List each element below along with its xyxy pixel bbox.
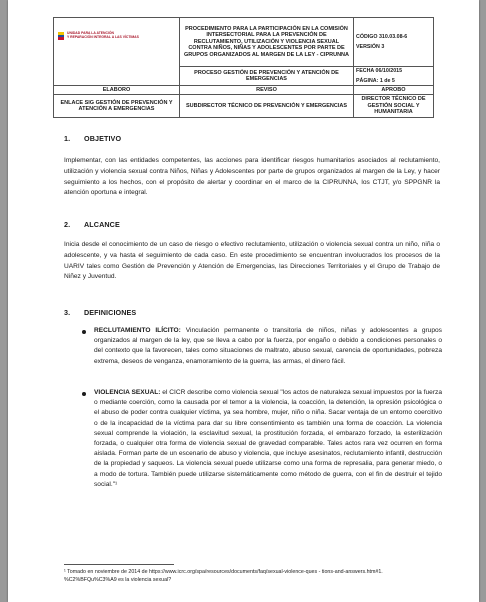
- footnote-divider: [64, 564, 174, 565]
- definition-text: el CICR describe como violencia sexual "los actos de naturaleza sexual impuestos por la fuerza o mediante coerción, como la causada por el temor a la violencia, la coacción, la detención, la opresión psicológica o el abuso de poder contra cualquier víctima, ya sea hombre, mujer, niño o niña. Sacar ventaja de un entorno coercitivo o de la incapacidad de la víctima para dar su libre consentimiento es también una forma de coacción. La violencia sexual comprende la violación, la esclavitud sexual, la prostitución forzada, el embarazo forzado, la esterilización forzada, o cualquier otra forma de violencia sexual de gravedad comparable. Tales actos rara vez ocurren en forma aislada. Forman parte de un escenario de abuso y violencia, que incluye asesinatos, reclutamiento infantil, destrucción de la propiedad y saqueos. La violencia sexual puede utilizarse como una forma de represalia, para generar miedo, o a modo de tortura. También puede utilizarse sistemáticamente como método de guerra, con el fin de destruir el tejido social."¹: [94, 389, 442, 488]
- section-text-alcance: Inicia desde el conocimiento de un caso de riesgo o efectivo reclutamiento, utilización o violencia sexual contra un niño, niña o adolescente, y va hasta el seguimiento de cada caso. En este procedimiento se encuentran involucrados los procesos de la UARIV tales como Gestión de Prevención y Atención de Emergencias, las Direcciones Territoriales y el Grupo de Trabajo de Niñez y Juventud.: [64, 241, 440, 281]
- role-elaboro: ELABORO: [54, 86, 180, 95]
- document-page: [8, 0, 479, 602]
- definition-violencia-sexual: [94, 388, 442, 490]
- signer-reviso: SUBDIRECTOR TÉCNICO DE PREVENCIÓN Y EMERGENCIAS: [180, 95, 354, 117]
- signer-aprobo: DIRECTOR TÉCNICO DE GESTIÓN SOCIAL Y HUMANITARIA: [354, 95, 434, 117]
- role-reviso: REVISO: [180, 86, 354, 95]
- section-heading-alcance: 2. ALCANCE: [64, 220, 120, 229]
- section-text-objetivo: Implementar, con las entidades competentes, las acciones para identificar riesgos humanitarios asociados al reclutamiento, utilización y violencia sexual contra Niños, Niñas y Adolescentes por parte de grupos organizados al margen de la Ley, y hacer seguimiento a los hechos, con el propósito de alertar y coordinar en el marco de la CIPRUNNA, los CTJT, y/o SPPGNR la atención oportuna e integral.: [64, 157, 440, 197]
- definition-text: Vinculación permanente o transitoria de niños, niñas y adolescentes a grupos organizados al margen de la ley, que se lleva a cabo por la fuerza, por engaño o debido a condiciones personales o del contexto que la favorecen, tales como situaciones de maltrato, abuso sexual, carencia de oportunidades, pobreza extrema, deseos de venganza, enamoramiento de la guerra, las armas, el dinero fácil.: [94, 327, 442, 365]
- procedure-title: PROCEDIMIENTO PARA LA PARTICIPACIÓN EN LA COMISIÓN INTERSECTORIAL PARA LA PREVENCIÓN DE RECLUTAMIENTO, UTILIZACIÓN Y VIOLENCIA SEXUAL CONTRA NIÑOS, NIÑAS Y ADOLESCENTES POR PARTE DE GRUPOS ORGANIZADOS AL MARGEN DE LA LEY - CIPRUNNA: [180, 18, 354, 67]
- bullet-icon: [82, 392, 86, 396]
- document-header-table: [53, 17, 434, 118]
- logo-flag-icon: [58, 32, 64, 40]
- section-heading-definiciones: 3. DEFINICIONES: [64, 308, 137, 317]
- definition-term: RECLUTAMIENTO ILÍCITO:: [94, 327, 181, 334]
- document-version: VERSIÓN 3: [356, 44, 385, 50]
- signer-elaboro: ENLACE SIG GESTIÓN DE PREVENCIÓN Y ATENCIÓN A EMERGENCIAS: [54, 95, 180, 117]
- document-code: CÓDIGO 310.03.08-6 VERSIÓN 3: [354, 18, 434, 67]
- org-name: UNIDAD PARA LA ATENCIÓN Y REPARACIÓN INTEGRAL A LAS VÍCTIMAS: [67, 31, 139, 40]
- process-name: PROCESO GESTIÓN DE PREVENCIÓN Y ATENCIÓN DE EMERGENCIAS: [180, 67, 354, 86]
- section-heading-objetivo: 1. OBJETIVO: [64, 134, 122, 143]
- definition-term: VIOLENCIA SEXUAL:: [94, 389, 161, 396]
- logo-cell: [54, 18, 180, 86]
- definition-reclutamiento: [94, 326, 442, 367]
- document-date-page: FECHA 06/10/2015 PÁGINA: 1 de 5: [354, 67, 434, 86]
- role-aprobo: APROBO: [354, 86, 434, 95]
- bullet-icon: [82, 330, 86, 334]
- footnote: ¹ Tomado en noviembre de 2014 de https://www.icrc.org/spa/resources/documents/faq/sexual-violence-ques - tions-and-answers.htm#1. %C2%BFQu%C3%A9 es la violencia sexual?: [64, 569, 383, 583]
